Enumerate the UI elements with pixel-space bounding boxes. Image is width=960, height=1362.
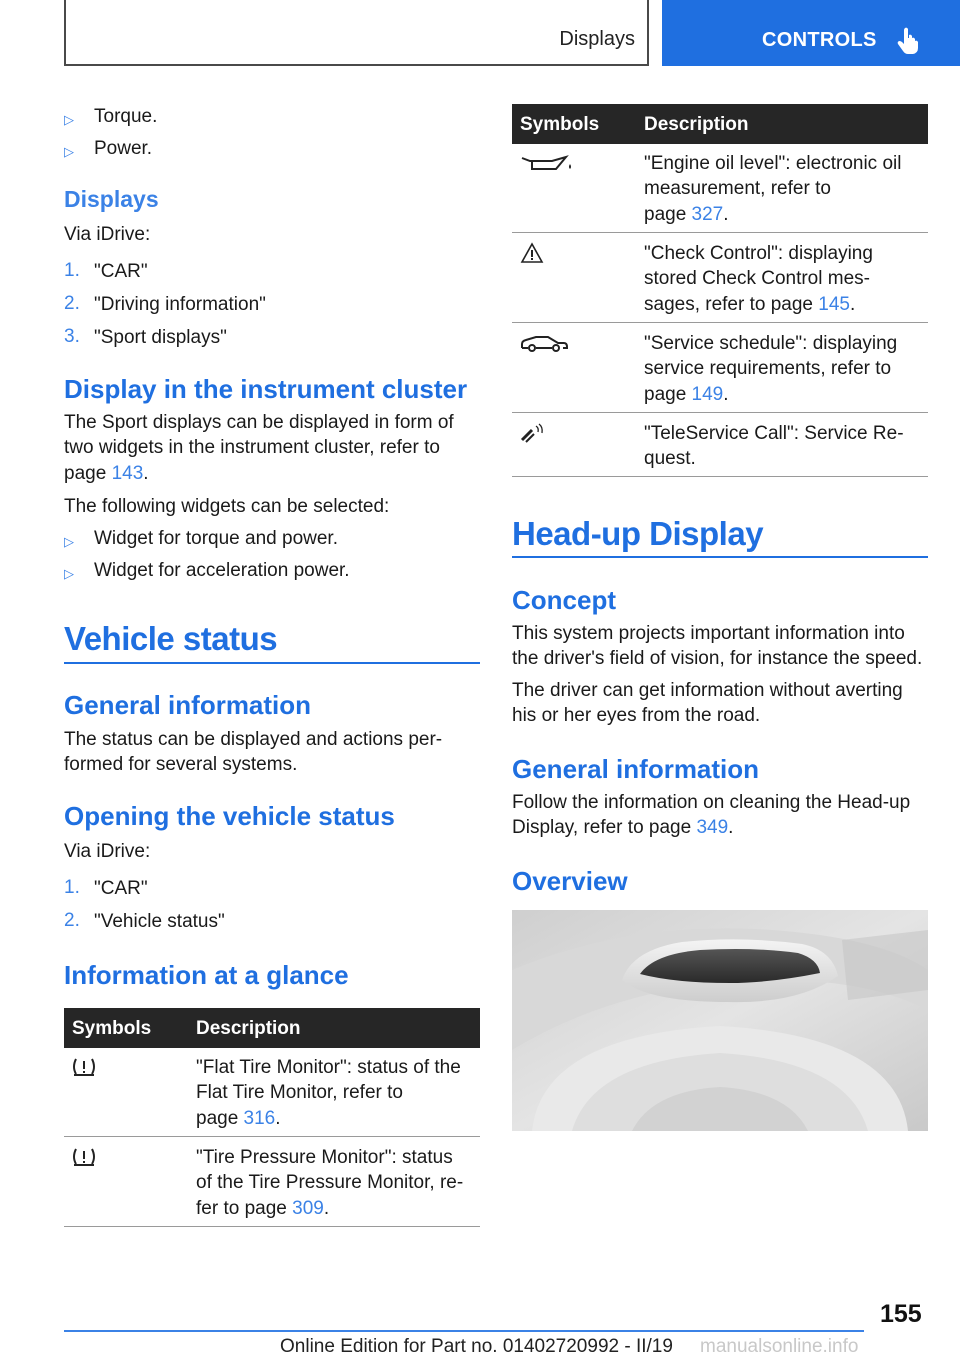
tire-pressure-monitor-icon bbox=[70, 1146, 98, 1168]
col-symbols: Symbols bbox=[72, 1018, 152, 1039]
bullet-text: Power. bbox=[94, 138, 153, 159]
page-link[interactable]: 145 bbox=[818, 294, 850, 315]
paragraph-line: his or her eyes from the road. bbox=[512, 705, 761, 726]
via-idrive-label: Via iDrive: bbox=[64, 224, 151, 245]
step-text: "CAR" bbox=[94, 878, 148, 899]
table-row-divider bbox=[64, 1226, 480, 1227]
table-cell-line: "Flat Tire Monitor": status of the bbox=[196, 1057, 461, 1078]
table-header bbox=[512, 104, 928, 144]
heading-displays: Displays bbox=[64, 186, 159, 212]
bullet-text: Widget for torque and power. bbox=[94, 528, 338, 549]
table-cell-line: "Engine oil level": electronic oil bbox=[644, 153, 902, 174]
table-cell-line: sages, refer to page 145. bbox=[644, 294, 856, 315]
bullet-triangle-icon: ▷ bbox=[64, 112, 74, 127]
edition-text: Online Edition for Part no. 01402720992 - II/19 bbox=[280, 1336, 673, 1357]
bullet-text: Widget for acceleration power. bbox=[94, 560, 350, 581]
table-cell-line: "Check Control": displaying bbox=[644, 243, 873, 264]
heading-head-up-display: Head-up Display bbox=[512, 515, 764, 552]
step-number: 1. bbox=[64, 260, 80, 281]
table-cell-line: "TeleService Call": Service Re- bbox=[644, 423, 904, 444]
page-number: 155 bbox=[880, 1300, 922, 1328]
footer-rule bbox=[64, 1330, 864, 1332]
section-rule bbox=[64, 662, 480, 664]
col-description: Description bbox=[196, 1018, 301, 1039]
bullet-text: Torque. bbox=[94, 106, 158, 127]
table-cell-line: of the Tire Pressure Monitor, re- bbox=[196, 1172, 464, 1193]
heading-instrument-cluster: Display in the instrument cluster bbox=[64, 374, 468, 404]
col-symbols: Symbols bbox=[520, 114, 600, 135]
table-cell-line: page 149. bbox=[644, 384, 729, 405]
paragraph-line: Follow the information on cleaning the Head-up bbox=[512, 792, 911, 813]
section-rule bbox=[512, 556, 928, 558]
teleservice-icon bbox=[520, 422, 546, 444]
step-text: "Driving information" bbox=[94, 294, 266, 315]
service-car-icon bbox=[518, 332, 570, 356]
step-number: 2. bbox=[64, 293, 80, 314]
page-link[interactable]: 327 bbox=[691, 204, 724, 225]
table-cell-line: fer to page 309. bbox=[196, 1198, 330, 1219]
table-cell-line: service requirements, refer to bbox=[644, 358, 892, 379]
warning-triangle-icon bbox=[520, 242, 544, 264]
paragraph-line: formed for several systems. bbox=[64, 754, 298, 775]
step-text: "Sport displays" bbox=[94, 327, 227, 348]
step-text: "CAR" bbox=[94, 261, 148, 282]
heading-concept: Concept bbox=[512, 585, 616, 615]
engine-oil-icon bbox=[520, 152, 576, 174]
paragraph-line: The status can be displayed and actions per- bbox=[64, 729, 443, 750]
bullet-triangle-icon: ▷ bbox=[64, 144, 74, 159]
head-up-display-photo bbox=[512, 910, 928, 1131]
table-row-divider bbox=[64, 1136, 480, 1137]
flat-tire-monitor-icon bbox=[70, 1056, 98, 1078]
paragraph-line: Display, refer to page 349. bbox=[512, 817, 734, 838]
step-number: 1. bbox=[64, 877, 80, 898]
col-description: Description bbox=[644, 114, 749, 135]
page-link[interactable]: 149 bbox=[691, 384, 724, 405]
table-cell-line: page 327. bbox=[644, 204, 729, 225]
header-chapter-title: CONTROLS bbox=[762, 29, 877, 51]
via-idrive-label: Via iDrive: bbox=[64, 841, 151, 862]
bullet-triangle-icon: ▷ bbox=[64, 566, 74, 581]
heading-general-information: General information bbox=[64, 690, 312, 720]
table-cell-line: measurement, refer to bbox=[644, 178, 831, 199]
paragraph-line: The following widgets can be selected: bbox=[64, 496, 390, 517]
header-section-box bbox=[64, 0, 649, 66]
step-text: "Vehicle status" bbox=[94, 911, 225, 932]
table-row-divider bbox=[512, 476, 928, 477]
page-link[interactable]: 316 bbox=[243, 1108, 276, 1129]
table-cell-line: "Service schedule": displaying bbox=[644, 333, 898, 354]
heading-overview: Overview bbox=[512, 866, 628, 896]
step-number: 3. bbox=[64, 326, 80, 347]
page-link[interactable]: 309 bbox=[292, 1198, 324, 1219]
header-section-title: Displays bbox=[559, 28, 635, 50]
watermark-text: manualsonline.info bbox=[700, 1336, 859, 1357]
table-row-divider bbox=[512, 322, 928, 323]
paragraph-line: The driver can get information without averting bbox=[512, 680, 903, 701]
paragraph-line: The Sport displays can be displayed in form of bbox=[64, 412, 454, 433]
table-cell-line: Flat Tire Monitor, refer to bbox=[196, 1082, 403, 1103]
table-cell-line: page 316. bbox=[196, 1108, 281, 1129]
page-link[interactable]: 143 bbox=[111, 463, 144, 484]
bullet-triangle-icon: ▷ bbox=[64, 534, 74, 549]
table-row-divider bbox=[512, 232, 928, 233]
heading-general-information: General information bbox=[512, 754, 760, 784]
page-link[interactable]: 349 bbox=[696, 817, 729, 838]
table-cell-line: stored Check Control mes- bbox=[644, 268, 870, 289]
paragraph-line: the driver's field of vision, for instance the speed. bbox=[512, 648, 923, 669]
paragraph-line: page 143. bbox=[64, 463, 149, 484]
heading-opening-vehicle-status: Opening the vehicle status bbox=[64, 801, 395, 831]
table-cell-line: quest. bbox=[644, 448, 696, 469]
heading-vehicle-status: Vehicle status bbox=[64, 620, 278, 657]
paragraph-line: This system projects important information into bbox=[512, 623, 905, 644]
table-cell-line: "Tire Pressure Monitor": status bbox=[196, 1147, 453, 1168]
paragraph-line: two widgets in the instrument cluster, refer to bbox=[64, 437, 440, 458]
step-number: 2. bbox=[64, 910, 80, 931]
hand-pointer-icon bbox=[896, 26, 922, 54]
table-header bbox=[64, 1008, 480, 1048]
heading-information-at-a-glance: Information at a glance bbox=[64, 960, 349, 990]
table-row-divider bbox=[512, 412, 928, 413]
header-chapter-tab[interactable] bbox=[662, 0, 960, 66]
